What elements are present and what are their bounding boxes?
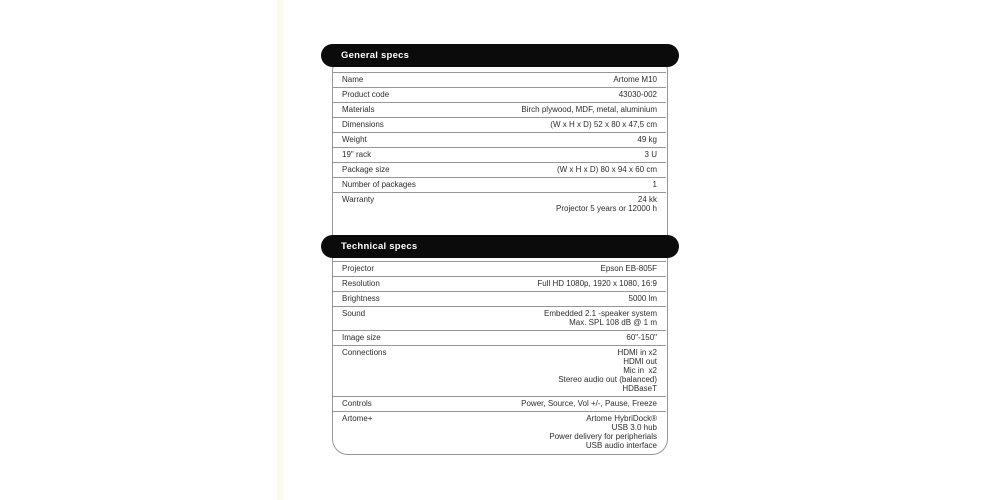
spec-row (333, 87, 666, 102)
spec-value-line: HDMI out (623, 357, 657, 366)
spec-label: Sound (342, 309, 366, 318)
spec-value (653, 180, 657, 189)
spec-value-line: Power delivery for peripherials (549, 432, 657, 441)
spec-label: Warranty (342, 195, 375, 204)
spec-value-line: 3 U (644, 150, 657, 159)
spec-value-line: Embedded 2.1 -speaker system (544, 309, 657, 318)
spec-value-line: (W x H x D) 52 x 80 x 47,5 cm (550, 120, 657, 129)
spec-value-line: 1 (652, 180, 657, 189)
spec-label: Number of packages (342, 180, 416, 189)
spec-label: Name (342, 75, 364, 84)
spec-value-line: 24 kk (637, 195, 657, 204)
spec-row (333, 261, 666, 276)
spec-value (550, 120, 657, 129)
spec-label: Controls (342, 399, 372, 408)
spec-label: 19" rack (342, 150, 372, 159)
section-header-general-specs (321, 44, 679, 67)
spec-label: Connections (342, 348, 387, 357)
spec-value (537, 279, 657, 288)
spec-row (333, 147, 666, 162)
spec-value-line: (W x H x D) 80 x 94 x 60 cm (556, 165, 657, 174)
spec-row (333, 345, 666, 396)
spec-row (333, 291, 666, 306)
spec-value-line: Artome HybriDock® (586, 414, 657, 423)
spec-row (333, 306, 666, 330)
spec-row (333, 177, 666, 192)
technical-specs-table (333, 261, 666, 453)
spec-row (333, 330, 666, 345)
spec-row (333, 162, 666, 177)
spec-value (613, 75, 657, 84)
spec-value (601, 264, 657, 273)
spec-value (544, 309, 657, 327)
section-title: General specs (341, 50, 410, 61)
general-specs-table (333, 72, 666, 216)
spec-value (558, 348, 657, 393)
spec-value (549, 414, 657, 450)
spec-value (645, 150, 657, 159)
spec-value (619, 90, 657, 99)
spec-value (556, 195, 657, 213)
spec-value (629, 294, 657, 303)
spec-label: Resolution (342, 279, 380, 288)
spec-label: Brightness (342, 294, 380, 303)
spec-row (333, 102, 666, 117)
spec-value (626, 333, 657, 342)
spec-label: Dimensions (342, 120, 384, 129)
spec-label: Image size (342, 333, 381, 342)
spec-row (333, 411, 666, 453)
spec-value-line: HDMI in x2 (617, 348, 657, 357)
spec-value-line: Epson EB-805F (600, 264, 657, 273)
spec-value-line: Stereo audio out (balanced) (558, 375, 657, 384)
spec-value-line: HDBaseT (622, 384, 657, 393)
spec-row (333, 72, 666, 87)
section-title: Technical specs (341, 241, 418, 252)
spec-value (521, 105, 657, 114)
spec-value-line: USB audio interface (585, 441, 657, 450)
spec-value-line: 5000 lm (628, 294, 657, 303)
spec-row (333, 132, 666, 147)
spec-value-line: Mic in x2 (623, 366, 657, 375)
spec-value-line: Max. SPL 108 dB @ 1 m (569, 318, 657, 327)
spec-value-line: Artome M10 (613, 75, 657, 84)
left-accent-stripe (277, 0, 283, 500)
spec-value-line: Birch plywood, MDF, metal, aluminium (521, 105, 657, 114)
spec-label: Package size (342, 165, 390, 174)
section-header-technical-specs (321, 235, 679, 258)
spec-label: Weight (342, 135, 367, 144)
spec-label: Materials (342, 105, 375, 114)
spec-value-line: Full HD 1080p, 1920 x 1080, 16:9 (537, 279, 657, 288)
spec-value-line: 43030-002 (618, 90, 657, 99)
spec-value (557, 165, 657, 174)
spec-value-line: Projector 5 years or 12000 h (556, 204, 657, 213)
spec-label: Product code (342, 90, 390, 99)
spec-label: Artome+ (342, 414, 373, 423)
spec-value (521, 399, 657, 408)
spec-row (333, 276, 666, 291)
spec-value-line: 60"-150" (626, 333, 657, 342)
spec-row (333, 117, 666, 132)
spec-value-line: Power, Source, Vol +/-, Pause, Freeze (521, 399, 657, 408)
spec-label: Projector (342, 264, 375, 273)
spec-value-line: USB 3.0 hub (611, 423, 657, 432)
spec-row (333, 396, 666, 411)
spec-value (637, 135, 657, 144)
spec-value-line: 49 kg (637, 135, 657, 144)
spec-row (333, 192, 666, 216)
